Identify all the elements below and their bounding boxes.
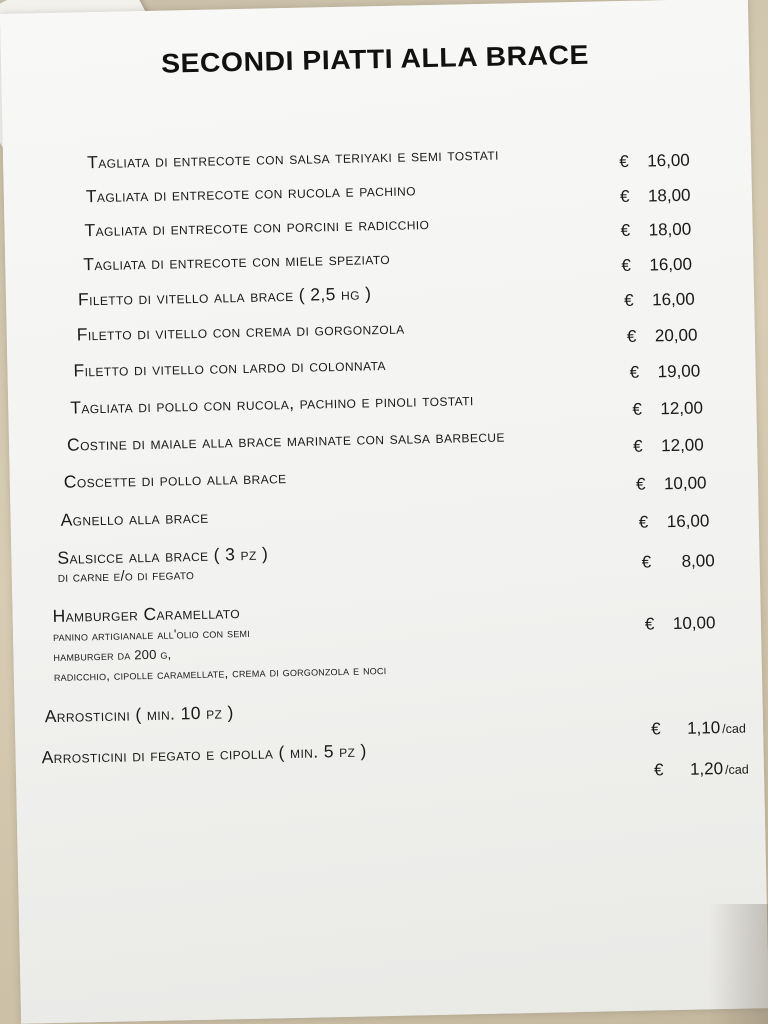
menu-item-price-2: € 18,00: [619, 185, 691, 207]
menu-item-2: [86, 179, 416, 207]
menu-item-name: Filetto di vitello con lardo di colonnata: [73, 354, 386, 381]
menu-item-name: Tagliata di entrecote con miele speziato: [83, 247, 391, 275]
menu-item-description-line: radicchio, cipolle caramellate, crema di gorgonzola e noci: [53, 662, 387, 685]
menu-item-price-14: € 1,10 /cad: [650, 718, 747, 739]
menu-item-description-line: hamburger da 200 g,: [53, 646, 172, 665]
menu-item-name: Tagliata di entrecote con porcini e radicchio: [84, 213, 430, 241]
menu-item-price-15: € 1,20 /cad: [653, 759, 749, 780]
menu-item-price-4: € 16,00: [621, 254, 693, 276]
menu-item-name: Tagliata di entrecote con salsa teriyaki e semi tostati: [86, 143, 499, 173]
menu-item-12: [57, 544, 269, 586]
menu-item-10: [64, 467, 287, 493]
menu-item-7: [73, 354, 386, 382]
table-edge-shadow: [708, 904, 768, 1024]
menu-item-name: Filetto di vitello con crema di gorgonzola: [76, 317, 405, 345]
menu-item-name: Agnello alla brace: [60, 506, 209, 530]
menu-item-name: Salsicce alla brace ( 3 pz ): [57, 543, 269, 568]
menu-item-15: [41, 740, 367, 768]
menu-item-price-6: € 20,00: [626, 325, 698, 346]
menu-item-price-3: € 18,00: [620, 219, 692, 241]
menu-item-price-5: € 16,00: [623, 289, 695, 310]
menu-item-price-1: € 16,00: [619, 150, 690, 172]
menu-item-name: Hamburger Caramellato: [52, 602, 241, 627]
menu-item-subtitle: di carne e/o di fegato: [57, 567, 195, 586]
menu-item-name: Filetto di vitello alla brace ( 2,5 hg ): [77, 283, 372, 310]
menu-item-name: Coscette di pollo alla brace: [63, 467, 287, 492]
menu-item-3: [84, 213, 429, 241]
menu-item-price-8: € 12,00: [632, 398, 704, 419]
menu-item-price-7: € 19,00: [629, 361, 701, 382]
menu-item-1: [87, 144, 499, 174]
menu-item-name: Tagliata di pollo con rucola, pachino e pinoli tostati: [70, 389, 474, 418]
menu-item-13: [52, 599, 386, 687]
menu-item-name: Arrosticini di fegato e cipolla ( min. 5 pz ): [41, 740, 367, 768]
menu-item-8: [70, 389, 474, 418]
menu-item-price-10: € 10,00: [635, 473, 707, 494]
menu-item-price-12: € 8,00: [641, 551, 715, 572]
menu-item-name: Costine di maiale alla brace marinate con salsa barbecue: [66, 425, 505, 455]
menu-item-9: [67, 426, 505, 456]
menu-item-description-line: panino artigianale all'olio con semi: [52, 624, 251, 645]
menu-item-price-11: € 16,00: [638, 511, 710, 532]
menu-item-4: [83, 248, 390, 275]
menu-item-name: Tagliata di entrecote con rucola e pachino: [85, 179, 417, 207]
menu-title: SECONDI PIATTI ALLA BRACE: [160, 39, 590, 79]
menu-item-price-13: € 10,00: [644, 613, 716, 634]
menu-item-name: Arrosticini ( min. 10 pz ): [44, 702, 234, 727]
menu-item-14: [45, 702, 234, 727]
menu-item-11: [60, 507, 208, 531]
menu-item-6: [77, 318, 405, 346]
menu-item-5: [78, 283, 372, 310]
menu-item-price-9: € 12,00: [632, 435, 704, 456]
